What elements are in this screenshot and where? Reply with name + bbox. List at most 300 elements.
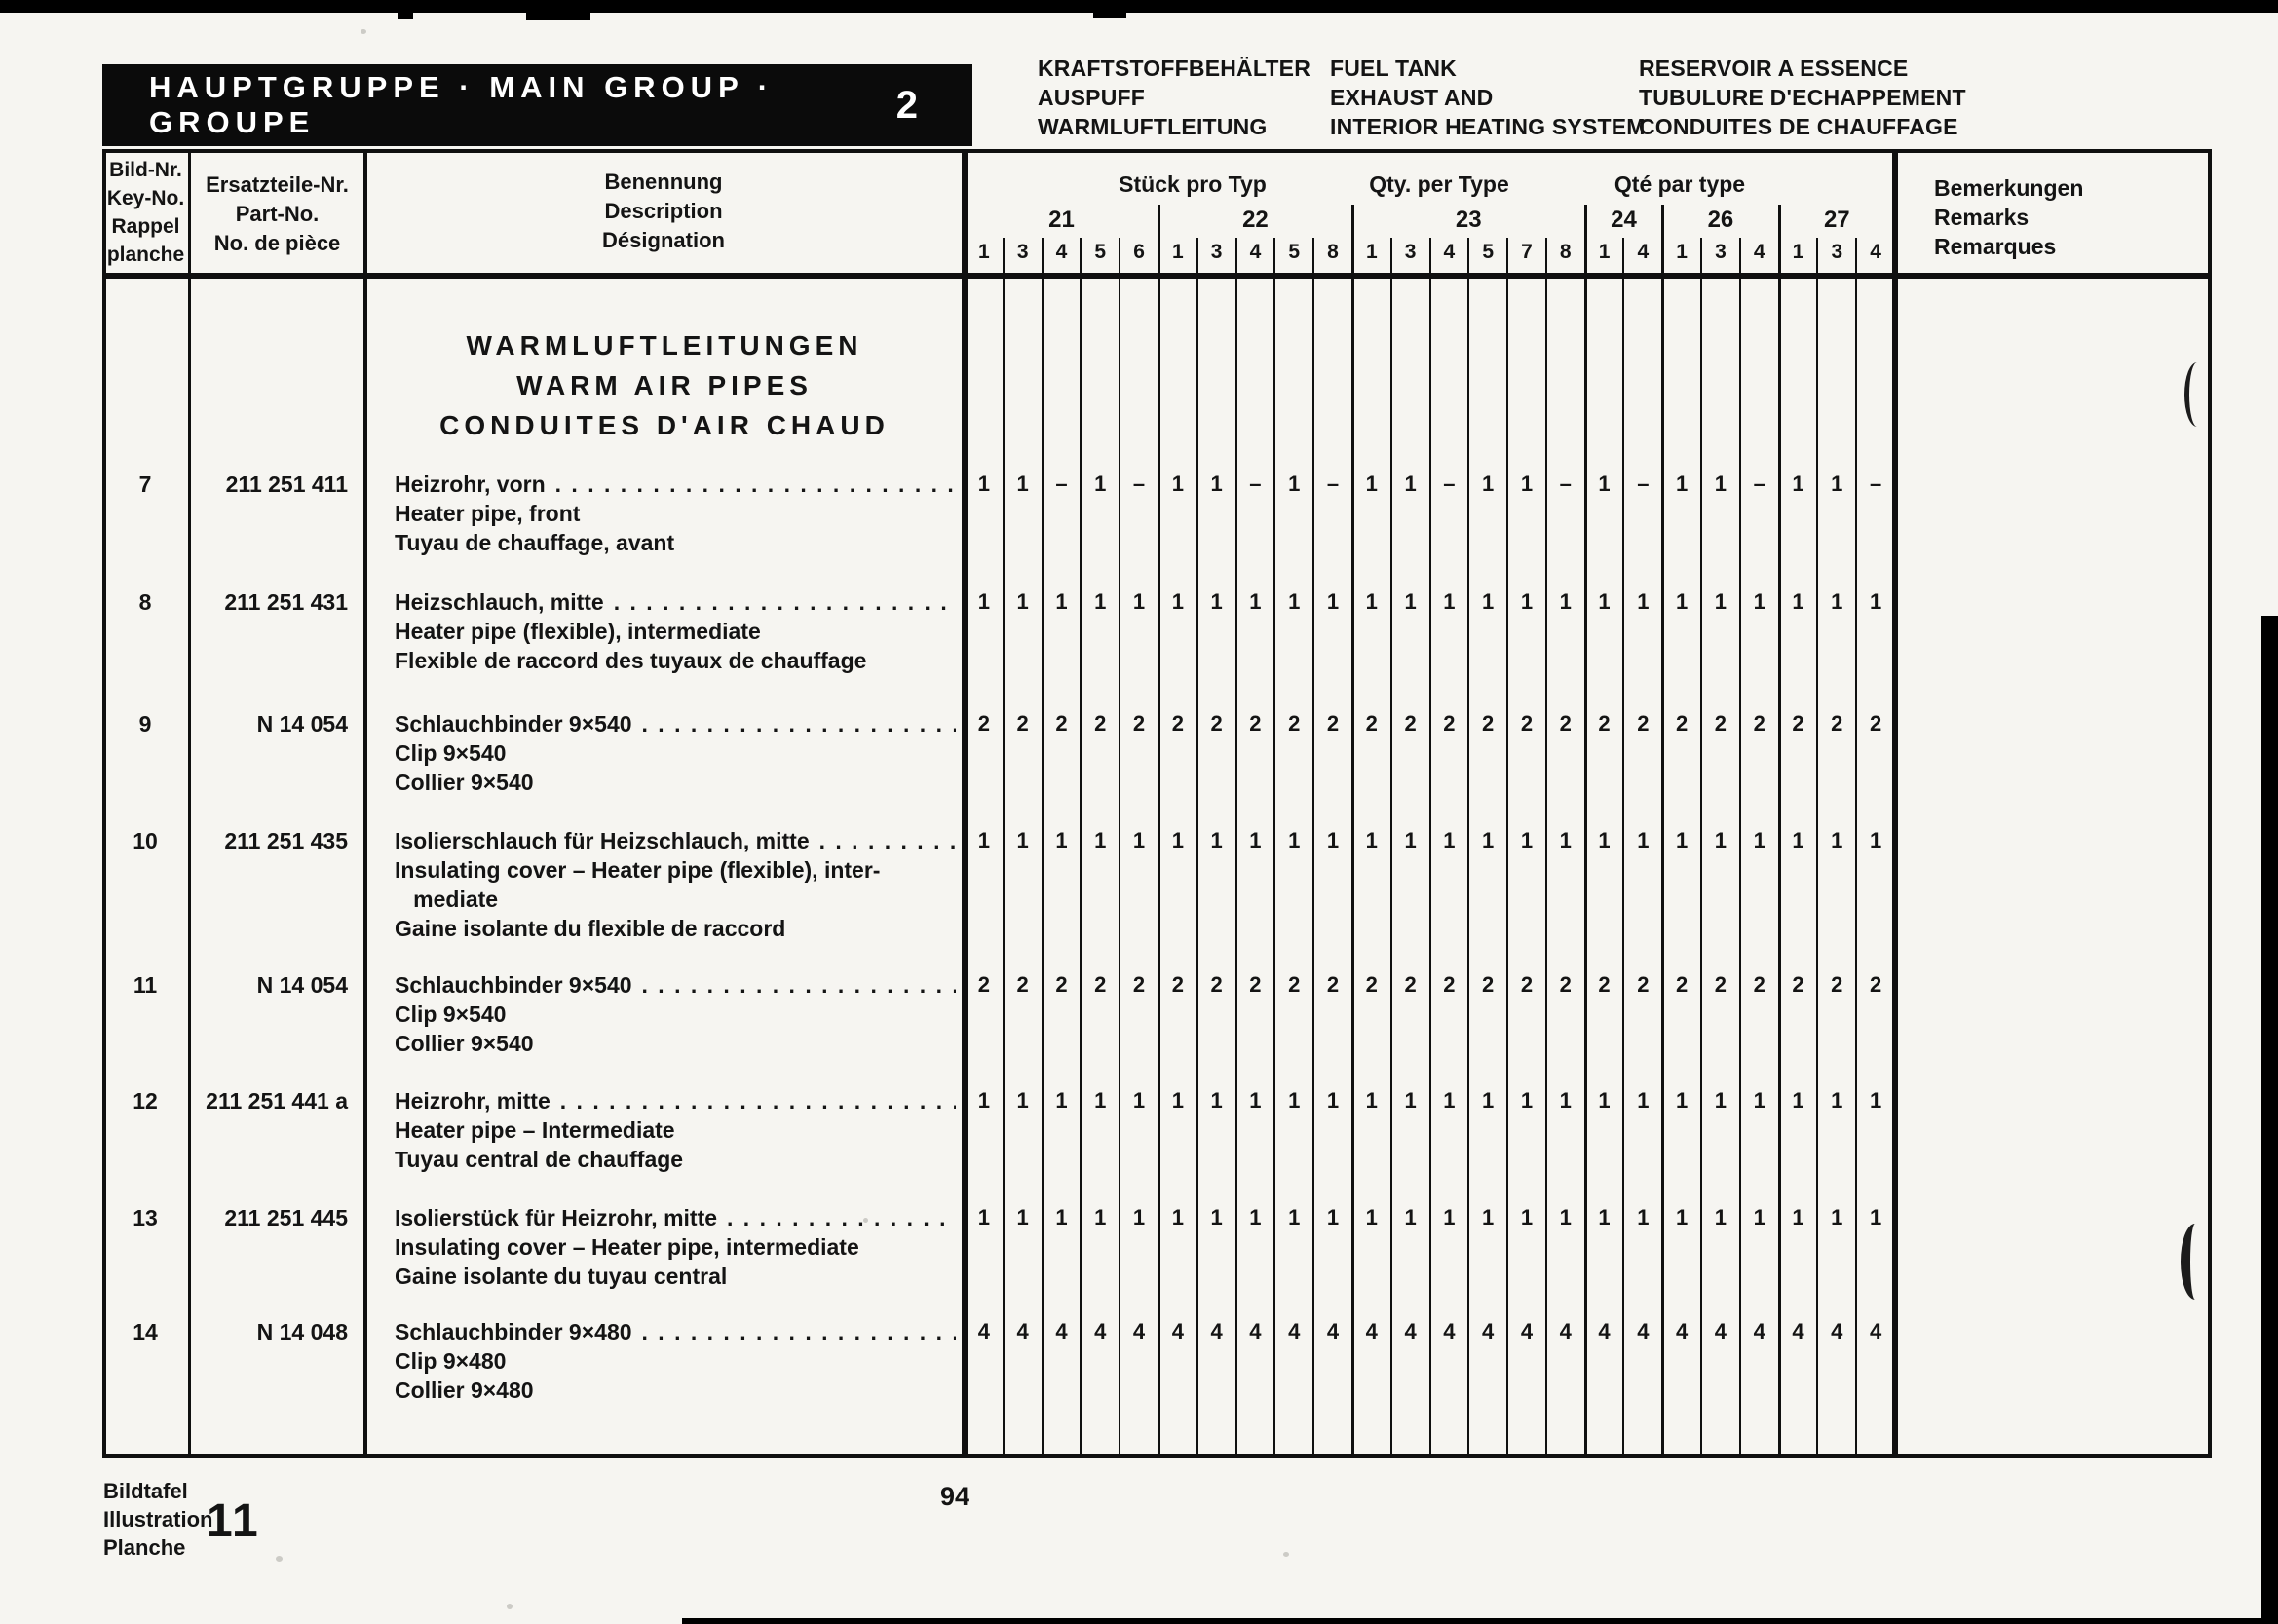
qty-header-grid-line bbox=[1467, 238, 1469, 273]
part-no: 211 251 445 bbox=[224, 1205, 348, 1230]
description-line: Heater pipe – Intermediate bbox=[395, 1117, 675, 1143]
scan-artifact-curve bbox=[2181, 1224, 2210, 1300]
qty-value-cell: 4 bbox=[1869, 1319, 1882, 1343]
description-line: Tuyau central de chauffage bbox=[395, 1147, 684, 1172]
qty-header-grid-line bbox=[1661, 205, 1664, 273]
qty-value-cell: 1 bbox=[1831, 828, 1843, 852]
qty-value-cell: 2 bbox=[1598, 711, 1611, 736]
subject-line: EXHAUST AND bbox=[1330, 85, 1494, 110]
qty-value-cell: 1 bbox=[1210, 828, 1223, 852]
qty-value-cell: 2 bbox=[1676, 711, 1689, 736]
subject-line: FUEL TANK bbox=[1330, 56, 1457, 81]
qty-value-cell: 4 bbox=[1055, 1319, 1068, 1343]
qty-value-cell: 1 bbox=[1792, 589, 1804, 614]
key-no: 7 bbox=[138, 472, 152, 497]
description-line: Insulating cover – Heater pipe, intermediate bbox=[395, 1234, 859, 1260]
header-line: No. de pièce bbox=[213, 231, 341, 255]
qty-value-cell: 1 bbox=[1753, 589, 1765, 614]
description-text: Heizrohr, mitte bbox=[395, 1088, 551, 1114]
qty-value-cell: 1 bbox=[1171, 589, 1184, 614]
qty-value-cell: – bbox=[1055, 472, 1068, 496]
qty-value-cell: 2 bbox=[1637, 972, 1650, 997]
qty-value-cell: 1 bbox=[1210, 1088, 1223, 1113]
qty-body-grid-line bbox=[1816, 279, 1818, 1454]
qty-value-cell: 1 bbox=[977, 828, 991, 852]
qty-value-cell: 1 bbox=[1365, 589, 1378, 614]
dot-leader bbox=[642, 1317, 956, 1346]
qty-body-grid-line bbox=[1467, 279, 1469, 1454]
type-subcol-label: 8 bbox=[1559, 241, 1572, 263]
type-subcol-label: 3 bbox=[1016, 241, 1029, 263]
qty-value-cell: 4 bbox=[1637, 1319, 1650, 1343]
qty-body-grid-line bbox=[1158, 279, 1160, 1454]
subject-line: KRAFTSTOFFBEHÄLTER bbox=[1038, 56, 1311, 81]
subject-line: RESERVOIR A ESSENCE bbox=[1639, 56, 1909, 81]
qty-body-grid-line bbox=[1003, 279, 1005, 1454]
qty-value-cell: 1 bbox=[1288, 589, 1301, 614]
part-no: 211 251 441 a bbox=[206, 1088, 348, 1114]
qty-value-cell: 2 bbox=[1559, 972, 1572, 997]
qty-header-grid-line bbox=[1855, 238, 1857, 273]
qty-value-cell: 2 bbox=[1753, 711, 1765, 736]
description-line: Heater pipe (flexible), intermediate bbox=[395, 619, 761, 644]
qty-value-cell: 1 bbox=[1676, 1088, 1689, 1113]
qty-value-cell: 1 bbox=[1171, 828, 1184, 852]
scan-noise-speck bbox=[276, 1556, 283, 1562]
qty-value-cell: 1 bbox=[1520, 1205, 1534, 1229]
qty-value-cell: 2 bbox=[1869, 972, 1882, 997]
qty-header-grid-line bbox=[1119, 238, 1120, 273]
qty-value-cell: – bbox=[1753, 472, 1765, 496]
qty-value-cell: 1 bbox=[1094, 589, 1107, 614]
description-cell bbox=[395, 826, 962, 943]
part-column-header bbox=[191, 170, 363, 258]
qty-value-cell: 1 bbox=[1326, 589, 1340, 614]
qty-value-cell: 1 bbox=[1637, 589, 1650, 614]
group-number: 2 bbox=[895, 83, 918, 127]
plate-label-line: Illustration bbox=[103, 1507, 213, 1531]
qty-value-cell: 2 bbox=[1094, 972, 1107, 997]
qty-value-cell: 4 bbox=[1016, 1319, 1029, 1343]
part-no: N 14 054 bbox=[256, 711, 348, 736]
qty-header-grid-line bbox=[1158, 205, 1160, 273]
qty-value-cell: 1 bbox=[1404, 828, 1417, 852]
qty-header-grid-line bbox=[1003, 238, 1005, 273]
qty-body-grid-line bbox=[1080, 279, 1082, 1454]
qty-value-cell: 1 bbox=[1482, 828, 1495, 852]
qty-value-cell: 1 bbox=[1094, 472, 1107, 496]
qty-value-cell: 1 bbox=[1520, 472, 1534, 496]
table-border-right bbox=[2208, 149, 2212, 1458]
qty-value-cell: 1 bbox=[1249, 1088, 1262, 1113]
type-subcol-label: 5 bbox=[1288, 241, 1301, 263]
description-line-german bbox=[395, 1203, 962, 1232]
qty-value-cell: 1 bbox=[1016, 1088, 1029, 1113]
qty-value-cell: 1 bbox=[977, 589, 991, 614]
qty-value-cell: 1 bbox=[1132, 1205, 1146, 1229]
qty-value-cell: 4 bbox=[1520, 1319, 1534, 1343]
type-subcol-label: 4 bbox=[1249, 241, 1262, 263]
qty-body-grid-line bbox=[1273, 279, 1275, 1454]
qty-value-cell: 1 bbox=[1249, 1205, 1262, 1229]
qty-value-cell: 1 bbox=[1714, 1088, 1727, 1113]
part-no: 211 251 435 bbox=[224, 828, 348, 853]
qty-value-cell: 1 bbox=[1094, 1205, 1107, 1229]
qty-value-cell: 1 bbox=[1831, 472, 1843, 496]
qty-value-cell: – bbox=[1132, 472, 1146, 496]
qty-header-grid-line bbox=[1312, 238, 1314, 273]
qty-value-cell: 1 bbox=[1520, 1088, 1534, 1113]
qty-value-cell: 1 bbox=[1598, 472, 1611, 496]
description-line: Collier 9×540 bbox=[395, 770, 534, 795]
qty-value-cell: 1 bbox=[1831, 1205, 1843, 1229]
description-cell bbox=[395, 709, 962, 797]
qty-value-cell: 4 bbox=[1714, 1319, 1727, 1343]
qty-body-grid-line bbox=[1312, 279, 1314, 1454]
qty-value-cell: 1 bbox=[1714, 472, 1727, 496]
dot-leader bbox=[555, 470, 956, 499]
description-line: mediate bbox=[395, 887, 499, 912]
qty-header-grid-line bbox=[1429, 238, 1431, 273]
qty-header-grid-line bbox=[1351, 205, 1354, 273]
qty-value-cell: 1 bbox=[1210, 589, 1223, 614]
qty-value-cell: 1 bbox=[1753, 1205, 1765, 1229]
qty-value-cell: 2 bbox=[1055, 972, 1068, 997]
type-group-label: 24 bbox=[1611, 207, 1637, 233]
description-cell bbox=[395, 970, 962, 1058]
subject-line: AUSPUFF bbox=[1038, 85, 1146, 110]
part-no: 211 251 411 bbox=[225, 472, 348, 497]
qty-value-cell: 1 bbox=[1482, 472, 1495, 496]
scan-artifact-top-edge bbox=[0, 0, 2278, 13]
qty-value-cell: 2 bbox=[1326, 972, 1340, 997]
qty-value-cell: 2 bbox=[1210, 972, 1223, 997]
qty-value-cell: 4 bbox=[1676, 1319, 1689, 1343]
header-line: Désignation bbox=[602, 228, 725, 252]
description-cell bbox=[395, 1317, 962, 1405]
description-cell bbox=[395, 587, 962, 675]
qty-value-cell: 1 bbox=[1598, 1088, 1611, 1113]
dot-leader bbox=[560, 1086, 956, 1115]
qty-value-cell: 1 bbox=[1869, 1205, 1882, 1229]
qty-value-cell: 1 bbox=[1559, 589, 1572, 614]
qty-value-cell: 1 bbox=[1482, 589, 1495, 614]
qty-header-grid-line bbox=[1739, 238, 1741, 273]
dot-leader bbox=[819, 826, 956, 855]
subject-heading-french bbox=[1639, 54, 1966, 141]
qty-body-grid-line bbox=[1584, 279, 1587, 1454]
qty-value-cell: 2 bbox=[1869, 711, 1882, 736]
qty-value-cell: 1 bbox=[1055, 828, 1068, 852]
description-text: Schlauchbinder 9×540 bbox=[395, 972, 632, 998]
qty-body-grid-line bbox=[1042, 279, 1044, 1454]
qty-value-cell: 1 bbox=[1365, 1088, 1378, 1113]
qty-value-cell: 2 bbox=[1210, 711, 1223, 736]
qty-header-grid-line bbox=[1080, 238, 1082, 273]
qty-value-cell: 1 bbox=[1365, 472, 1378, 496]
qty-value-cell: 1 bbox=[1676, 472, 1689, 496]
type-subcol-label: 3 bbox=[1831, 241, 1843, 263]
qty-header-grid-line bbox=[1042, 238, 1044, 273]
key-no: 11 bbox=[133, 972, 158, 998]
qty-value-cell: 2 bbox=[1443, 972, 1456, 997]
qty-value-cell: 1 bbox=[1055, 1205, 1068, 1229]
qty-value-cell: 2 bbox=[1482, 972, 1495, 997]
qty-header-grid-line bbox=[1506, 238, 1508, 273]
description-line: Collier 9×480 bbox=[395, 1378, 534, 1403]
qty-value-cell: 2 bbox=[1055, 711, 1068, 736]
description-line: Gaine isolante du tuyau central bbox=[395, 1264, 728, 1289]
qty-value-cell: 4 bbox=[1792, 1319, 1804, 1343]
header-line: Remarks bbox=[1934, 205, 2030, 230]
subject-line: TUBULURE D'ECHAPPEMENT bbox=[1639, 85, 1966, 110]
qty-value-cell: 1 bbox=[1171, 472, 1184, 496]
qty-value-cell: 1 bbox=[1171, 1205, 1184, 1229]
qty-header-grid-line bbox=[1700, 238, 1702, 273]
qty-value-cell: 1 bbox=[1443, 1205, 1456, 1229]
type-subcol-label: 4 bbox=[1443, 241, 1456, 263]
scan-artifact-bottom-edge bbox=[682, 1618, 2278, 1624]
type-subcol-label: 3 bbox=[1404, 241, 1417, 263]
type-subcol-label: 1 bbox=[978, 241, 990, 263]
qty-value-cell: 1 bbox=[1326, 1205, 1340, 1229]
qty-value-cell: 1 bbox=[1016, 828, 1029, 852]
qty-value-cell: 2 bbox=[1404, 711, 1417, 736]
qty-value-cell: 1 bbox=[1637, 1205, 1650, 1229]
type-group-label: 21 bbox=[1048, 207, 1075, 233]
qty-body-grid-line bbox=[1661, 279, 1664, 1454]
qty-value-cell: 1 bbox=[1404, 1088, 1417, 1113]
qty-value-cell: 1 bbox=[1288, 828, 1301, 852]
qty-value-cell: 1 bbox=[1598, 1205, 1611, 1229]
description-text: Heizschlauch, mitte bbox=[395, 589, 604, 615]
description-line-german bbox=[395, 587, 962, 617]
qty-header-grid-line bbox=[1196, 238, 1198, 273]
section-title-line: WARM AIR PIPES bbox=[516, 370, 813, 400]
header-line: Remarques bbox=[1934, 234, 2057, 259]
qty-value-cell: 2 bbox=[1676, 972, 1689, 997]
description-text: Schlauchbinder 9×480 bbox=[395, 1319, 632, 1344]
qty-value-cell: 4 bbox=[1443, 1319, 1456, 1343]
qty-value-cell: 2 bbox=[1831, 972, 1843, 997]
section-title bbox=[365, 325, 964, 445]
qty-value-cell: 1 bbox=[1055, 589, 1068, 614]
description-line: Clip 9×540 bbox=[395, 1001, 507, 1027]
type-subcol-label: 1 bbox=[1598, 241, 1611, 263]
qty-value-cell: 2 bbox=[1559, 711, 1572, 736]
qty-value-cell: 4 bbox=[1598, 1319, 1611, 1343]
main-group-title-bar bbox=[102, 64, 972, 146]
qty-value-cell: 1 bbox=[1559, 828, 1572, 852]
qty-body-grid-line bbox=[1506, 279, 1508, 1454]
description-line: Tuyau de chauffage, avant bbox=[395, 530, 675, 555]
page-number: 94 bbox=[939, 1482, 970, 1511]
description-line-german bbox=[395, 1086, 962, 1115]
header-line: planche bbox=[106, 244, 185, 266]
type-subcol-label: 3 bbox=[1715, 241, 1727, 263]
qty-value-cell: 2 bbox=[1288, 711, 1301, 736]
qty-value-cell: 1 bbox=[1094, 1088, 1107, 1113]
qty-value-cell: 2 bbox=[1520, 711, 1534, 736]
plate-label-line: Planche bbox=[103, 1535, 186, 1560]
subject-line: WARMLUFTLEITUNG bbox=[1038, 114, 1268, 139]
qty-value-cell: 1 bbox=[1210, 1205, 1223, 1229]
qty-value-cell: 1 bbox=[1792, 1205, 1804, 1229]
description-line-german bbox=[395, 970, 962, 1000]
qty-value-cell: 1 bbox=[1132, 1088, 1146, 1113]
qty-value-cell: 1 bbox=[1132, 589, 1146, 614]
qty-header-grid-line bbox=[1816, 238, 1818, 273]
description-line-german bbox=[395, 826, 962, 855]
qty-value-cell: 1 bbox=[1792, 472, 1804, 496]
header-line: Ersatzteile-Nr. bbox=[206, 172, 349, 197]
qty-value-cell: 1 bbox=[1365, 828, 1378, 852]
type-subcol-label: 5 bbox=[1482, 241, 1495, 263]
qty-value-cell: 2 bbox=[1443, 711, 1456, 736]
qty-header-french: Qté par type bbox=[1614, 171, 1746, 197]
remarks-column-header bbox=[1934, 173, 2226, 261]
qty-value-cell: 2 bbox=[1598, 972, 1611, 997]
qty-value-cell: 2 bbox=[1171, 711, 1184, 736]
column-divider-qty-remarks bbox=[1892, 149, 1898, 1458]
description-cell bbox=[395, 1086, 962, 1174]
qty-header-grid-line bbox=[1778, 205, 1781, 273]
qty-value-cell: 1 bbox=[1288, 1205, 1301, 1229]
qty-header-grid-line bbox=[1622, 238, 1624, 273]
key-no: 9 bbox=[138, 711, 152, 736]
qty-value-cell: 4 bbox=[1404, 1319, 1417, 1343]
qty-value-cell: 2 bbox=[1792, 972, 1804, 997]
qty-value-cell: 2 bbox=[1714, 972, 1727, 997]
qty-value-cell: 1 bbox=[1288, 472, 1301, 496]
qty-value-cell: 2 bbox=[977, 711, 991, 736]
header-line: Description bbox=[604, 199, 723, 223]
main-group-title: HAUPTGRUPPE · MAIN GROUP · GROUPE bbox=[149, 70, 775, 139]
header-line: Key-No. bbox=[106, 187, 185, 209]
qty-value-cell: 2 bbox=[1792, 711, 1804, 736]
qty-value-cell: 4 bbox=[1482, 1319, 1495, 1343]
scan-noise-speck bbox=[1283, 1552, 1289, 1557]
qty-header-grid-line bbox=[1390, 238, 1392, 273]
qty-value-cell: 1 bbox=[1792, 1088, 1804, 1113]
type-group-label: 22 bbox=[1242, 207, 1269, 233]
header-line: Bemerkungen bbox=[1934, 175, 2084, 201]
header-line: Benennung bbox=[604, 170, 723, 194]
type-subcol-label: 4 bbox=[1870, 241, 1881, 263]
qty-value-cell: 1 bbox=[1171, 1088, 1184, 1113]
type-subcol-label: 5 bbox=[1094, 241, 1107, 263]
qty-value-cell: 1 bbox=[977, 472, 991, 496]
part-no: N 14 054 bbox=[256, 972, 348, 998]
plate-number: 11 bbox=[207, 1495, 260, 1547]
qty-header-grid-line bbox=[1545, 238, 1547, 273]
qty-body-grid-line bbox=[1429, 279, 1431, 1454]
qty-value-cell: 4 bbox=[1249, 1319, 1262, 1343]
qty-value-cell: 2 bbox=[1249, 711, 1262, 736]
section-title-line: WARMLUFTLEITUNGEN bbox=[466, 330, 863, 360]
qty-value-cell: 1 bbox=[1714, 828, 1727, 852]
subject-heading-german bbox=[1038, 54, 1310, 141]
qty-value-cell: 1 bbox=[1869, 1088, 1882, 1113]
qty-value-cell: 1 bbox=[1869, 828, 1882, 852]
type-subcol-label: 3 bbox=[1210, 241, 1223, 263]
qty-value-cell: – bbox=[1869, 472, 1882, 496]
qty-value-cell: 2 bbox=[1637, 711, 1650, 736]
qty-body-grid-line bbox=[1700, 279, 1702, 1454]
qty-value-cell: 4 bbox=[977, 1319, 991, 1343]
subject-line: INTERIOR HEATING SYSTEM bbox=[1330, 114, 1646, 139]
qty-value-cell: 2 bbox=[1288, 972, 1301, 997]
description-cell bbox=[395, 470, 962, 557]
description-line-german bbox=[395, 1317, 962, 1346]
qty-value-cell: 4 bbox=[1559, 1319, 1572, 1343]
qty-value-cell: 1 bbox=[1869, 589, 1882, 614]
type-group-label: 27 bbox=[1823, 207, 1850, 233]
type-subcol-label: 1 bbox=[1365, 241, 1378, 263]
type-subcol-label: 8 bbox=[1327, 241, 1339, 263]
qty-value-cell: 1 bbox=[1598, 828, 1611, 852]
qty-value-cell: 4 bbox=[1171, 1319, 1184, 1343]
qty-body-grid-line bbox=[1739, 279, 1741, 1454]
qty-value-cell: 1 bbox=[1792, 828, 1804, 852]
qty-value-cell: 2 bbox=[1249, 972, 1262, 997]
key-no: 12 bbox=[133, 1088, 158, 1114]
qty-value-cell: 1 bbox=[1404, 1205, 1417, 1229]
type-subcol-label: 6 bbox=[1133, 241, 1145, 263]
scan-noise-speck bbox=[507, 1604, 513, 1609]
qty-body-grid-line bbox=[1235, 279, 1237, 1454]
description-text: Isolierstück für Heizrohr, mitte bbox=[395, 1205, 718, 1230]
qty-value-cell: 1 bbox=[1326, 1088, 1340, 1113]
qty-value-cell: 1 bbox=[1055, 1088, 1068, 1113]
header-line: Part-No. bbox=[235, 202, 320, 226]
qty-value-cell: 4 bbox=[1210, 1319, 1223, 1343]
qty-value-cell: 2 bbox=[1365, 972, 1378, 997]
description-text: Schlauchbinder 9×540 bbox=[395, 711, 632, 736]
qty-value-cell: 1 bbox=[1404, 472, 1417, 496]
description-line: Collier 9×540 bbox=[395, 1031, 534, 1056]
qty-value-cell: 1 bbox=[1559, 1205, 1572, 1229]
qty-value-cell: 1 bbox=[1598, 589, 1611, 614]
qty-value-cell: 1 bbox=[1249, 828, 1262, 852]
qty-value-cell: 1 bbox=[1676, 828, 1689, 852]
part-no: N 14 048 bbox=[256, 1319, 348, 1344]
qty-value-cell: 1 bbox=[1753, 1088, 1765, 1113]
qty-value-cell: 1 bbox=[1132, 828, 1146, 852]
qty-body-grid-line bbox=[1855, 279, 1857, 1454]
type-group-label: 26 bbox=[1707, 207, 1734, 233]
description-line: Clip 9×540 bbox=[395, 740, 507, 766]
type-subcol-label: 4 bbox=[1055, 241, 1068, 263]
type-subcol-label: 1 bbox=[1676, 241, 1688, 263]
qty-value-cell: 1 bbox=[1288, 1088, 1301, 1113]
key-column-header bbox=[103, 156, 188, 269]
scan-noise-speck bbox=[361, 29, 366, 34]
qty-value-cell: – bbox=[1559, 472, 1572, 496]
scan-artifact-top-blob bbox=[1093, 13, 1126, 18]
scan-artifact-right-edge bbox=[2261, 616, 2278, 1624]
header-line: Bild-Nr. bbox=[109, 159, 182, 181]
qty-value-cell: 4 bbox=[1753, 1319, 1765, 1343]
subject-line: CONDUITES DE CHAUFFAGE bbox=[1639, 114, 1958, 139]
qty-value-cell: – bbox=[1326, 472, 1340, 496]
qty-header-grid-line bbox=[1235, 238, 1237, 273]
qty-value-cell: 2 bbox=[1132, 972, 1146, 997]
qty-value-cell: 1 bbox=[1016, 1205, 1029, 1229]
description-text: Heizrohr, vorn bbox=[395, 472, 546, 497]
description-line: Insulating cover – Heater pipe (flexible), inter- bbox=[395, 857, 881, 883]
description-line: Gaine isolante du flexible de raccord bbox=[395, 916, 786, 941]
